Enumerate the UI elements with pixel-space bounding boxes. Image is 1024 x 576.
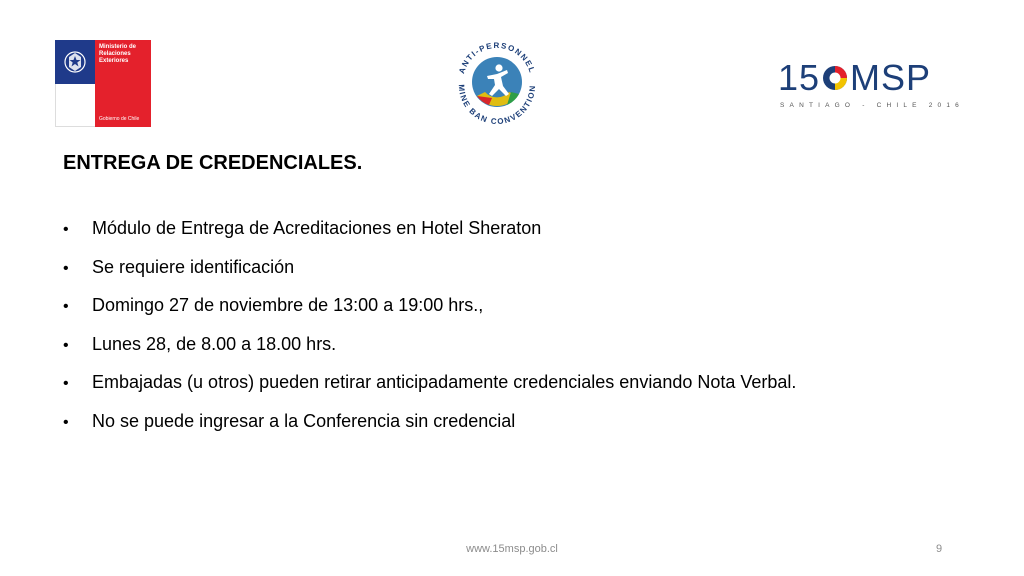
- ministry-line2: Relaciones: [99, 51, 131, 57]
- bullet-item: [63, 295, 796, 334]
- bullet-item: [63, 218, 796, 257]
- msp-number: 15: [778, 57, 821, 98]
- ministry-name: [99, 44, 136, 65]
- coat-of-arms-icon: [55, 40, 95, 84]
- ministry-gobierno-label: Gobierno de Chile: [99, 116, 140, 122]
- slide-title: ENTREGA DE CREDENCIALES.: [63, 152, 363, 174]
- bullet-text: Domingo 27 de noviembre de 13:00 a 19:00 hrs.,: [92, 295, 484, 315]
- convention-logo: [449, 34, 545, 130]
- ministry-flag-block: [55, 40, 95, 127]
- bullet-dot: •: [63, 259, 69, 277]
- bullet-item: [63, 334, 796, 373]
- bullet-item: [63, 411, 796, 450]
- bullet-item: [63, 372, 796, 411]
- bullet-dot: •: [63, 221, 69, 238]
- bullet-text: Lunes 28, de 8.00 a 18.00 hrs.: [92, 333, 337, 354]
- bullet-text: Se requiere identificación: [92, 256, 295, 277]
- convention-top-text: ANTI-PERSONNEL: [457, 41, 537, 75]
- ministry-line3: Exteriores: [99, 58, 129, 64]
- ministry-red-block: [95, 40, 151, 127]
- convention-emblem-icon: [449, 34, 545, 130]
- bullet-dot: •: [63, 375, 69, 392]
- bullet-item: [63, 257, 796, 296]
- msp-letters: MSP: [850, 57, 932, 98]
- bullet-text: Embajadas (u otros) pueden retirar anticipadamente credenciales enviando Nota Verbal.: [92, 372, 797, 392]
- bullet-dot: •: [63, 298, 69, 315]
- msp-swirl-icon: [822, 65, 848, 91]
- ministry-line1: Ministerio de: [99, 44, 137, 50]
- bullet-text: No se puede ingresar a la Conferencia sin credencial: [92, 410, 516, 431]
- bullet-dot: •: [63, 413, 69, 431]
- msp-title: [778, 58, 931, 98]
- ministry-coat-of-arms-area: [55, 40, 95, 84]
- bullet-list: [63, 218, 796, 449]
- bullet-text: Módulo de Entrega de Acreditaciones en Hotel Sheraton: [92, 218, 542, 238]
- msp-subtitle: SANTIAGO - CHILE 2016: [780, 102, 964, 109]
- msp-logo: [778, 57, 964, 113]
- convention-bottom-text: MINE BAN CONVENTION: [456, 84, 538, 127]
- bullet-dot: •: [63, 336, 69, 354]
- ministry-white-block: [55, 84, 95, 127]
- ministry-logo: [55, 40, 151, 127]
- footer-url[interactable]: www.15msp.gob.cl: [466, 543, 558, 555]
- page-number: 9: [936, 543, 943, 555]
